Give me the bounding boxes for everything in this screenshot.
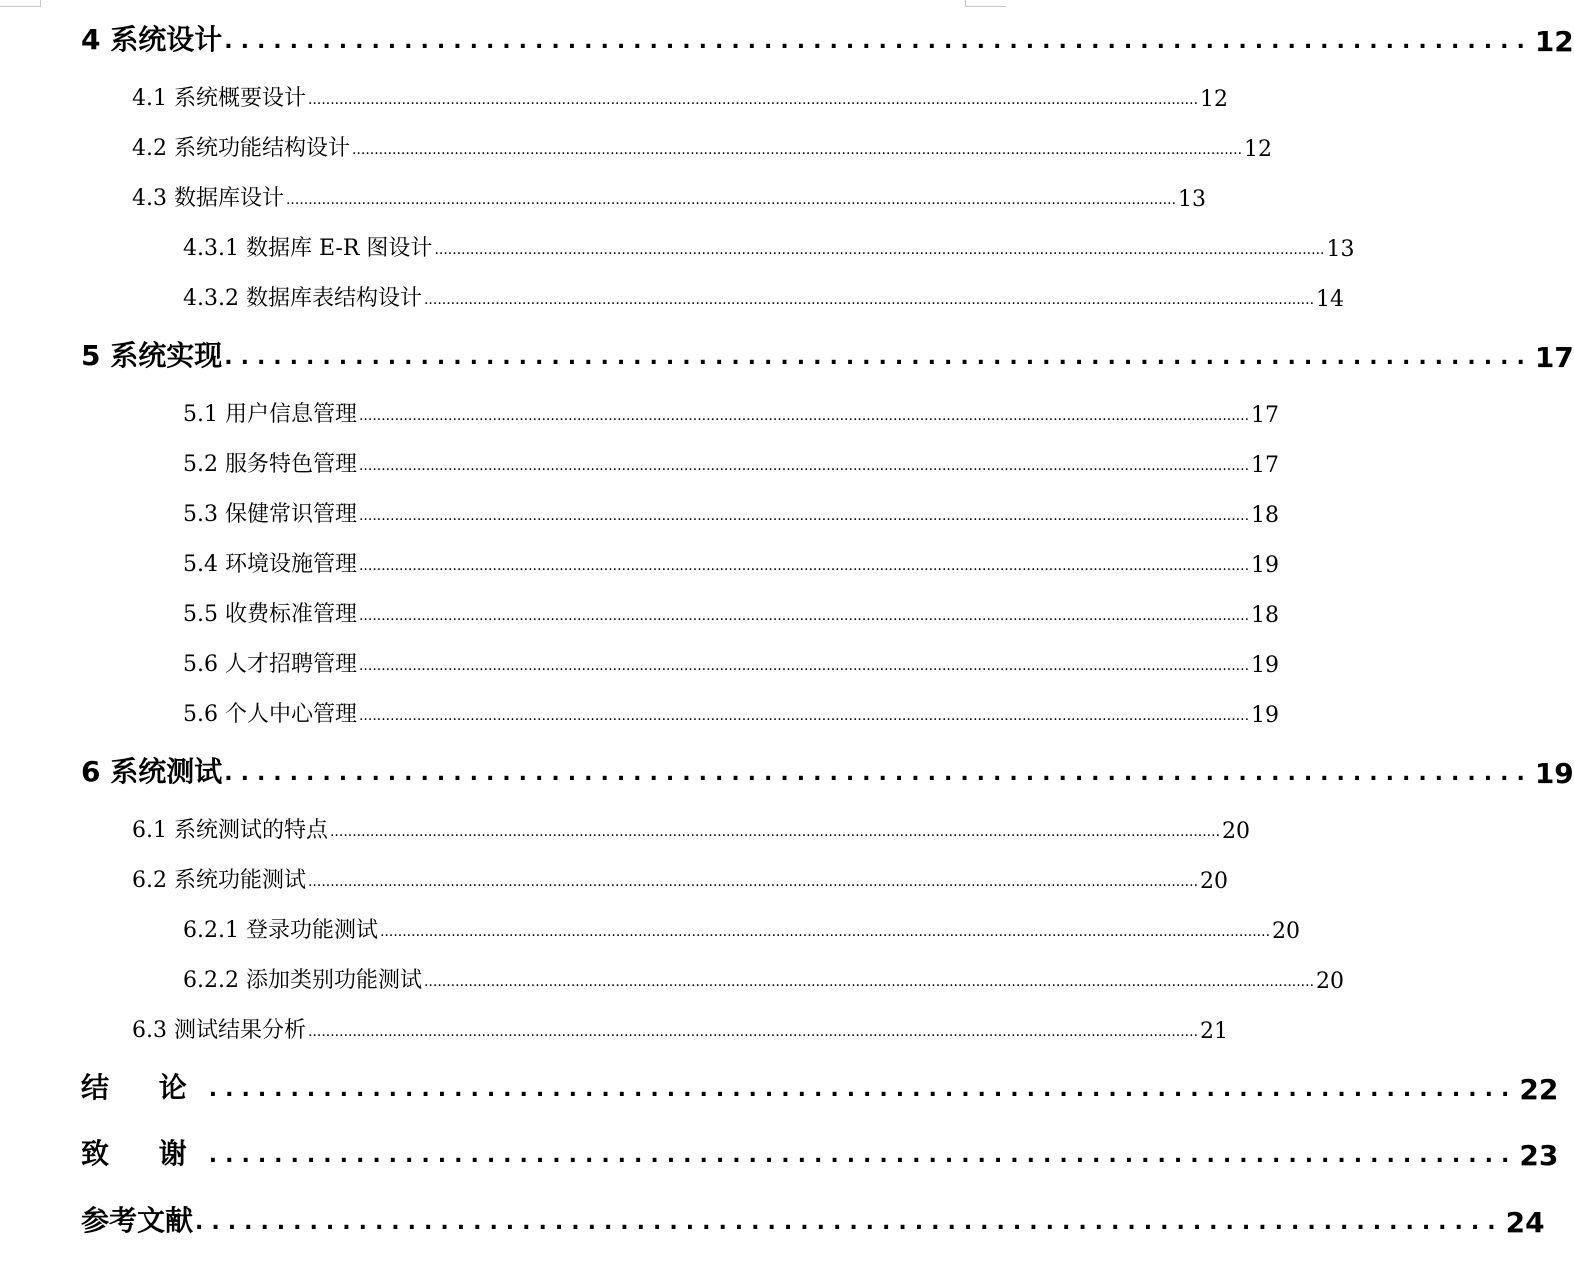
toc-entry-page-number: 13	[1326, 237, 1355, 262]
toc-entry-page-number: 23	[1519, 1139, 1559, 1172]
toc-entry[interactable]	[183, 600, 1280, 628]
toc-entry-label: 5.2 服务特色管理	[183, 452, 357, 477]
page-corner-mark-left	[0, 0, 41, 7]
toc-entry[interactable]	[132, 1016, 1229, 1044]
toc-entry-label: 4.3.2 数据库表结构设计	[183, 286, 422, 311]
toc-entry-label: 4.2 系统功能结构设计	[132, 136, 350, 161]
toc-entry-page-number: 19	[1251, 653, 1280, 678]
toc-dot-leader: ........................................................................................................................................................................................................	[358, 608, 1250, 624]
toc-entry[interactable]	[81, 338, 1574, 374]
toc-dot-leader: ........................................................................................................................................................................................................	[358, 708, 1250, 724]
toc-entry-label: 4.3 数据库设计	[132, 186, 284, 211]
toc-entry-label: 参考文献	[81, 1204, 194, 1237]
toc-entry-page-number: 14	[1316, 287, 1345, 312]
toc-dot-leader: ........................................................................................................................................................................................................	[307, 874, 1199, 890]
toc-entry-label: 6.2.2 添加类别功能测试	[183, 968, 422, 993]
toc-dot-leader: ........................................................................................................................................................................................................	[351, 142, 1243, 158]
toc-entry[interactable]	[81, 22, 1574, 58]
toc-entry-label: 6 系统测试	[81, 755, 223, 788]
toc-entry[interactable]	[183, 916, 1301, 944]
toc-dot-leader: ................................................................................	[208, 1077, 1518, 1102]
toc-dot-leader: ........................................................................................................................................................................................................	[358, 658, 1250, 674]
toc-entry-page-number: 20	[1316, 969, 1345, 994]
page-corner-mark-right	[965, 0, 1006, 7]
toc-entry[interactable]	[183, 450, 1280, 478]
toc-dot-leader: ........................................................................................................................................................................................................	[434, 242, 1325, 258]
toc-entry-label: 4 系统设计	[81, 23, 223, 56]
toc-entry[interactable]	[183, 550, 1280, 578]
toc-entry-page-number: 24	[1505, 1206, 1545, 1239]
toc-entry[interactable]	[132, 816, 1251, 844]
toc-entry[interactable]	[183, 284, 1345, 312]
toc-entry[interactable]	[183, 500, 1280, 528]
toc-entry[interactable]	[81, 1203, 1545, 1239]
toc-entry-label: 5 系统实现	[81, 339, 223, 372]
toc-entry-label: 致 谢	[81, 1137, 207, 1170]
toc-entry-page-number: 17	[1251, 453, 1280, 478]
toc-dot-leader: ................................................................................	[195, 1210, 1504, 1235]
toc-dot-leader: ........................................................................................................................................................................................................	[423, 974, 1315, 990]
toc-entry-label: 5.6 人才招聘管理	[183, 652, 357, 677]
toc-entry[interactable]	[81, 754, 1574, 790]
toc-entry-label: 结 论	[81, 1071, 207, 1104]
toc-entry-page-number: 20	[1272, 919, 1301, 944]
toc-entry[interactable]	[132, 184, 1207, 212]
toc-dot-leader: ........................................................................................................................................................................................................	[285, 192, 1177, 208]
toc-entry[interactable]	[132, 134, 1273, 162]
toc-entry[interactable]	[81, 1070, 1559, 1106]
toc-entry[interactable]	[132, 866, 1229, 894]
toc-entry-page-number: 18	[1251, 503, 1280, 528]
toc-entry-label: 6.3 测试结果分析	[132, 1018, 306, 1043]
toc-entry-label: 6.2 系统功能测试	[132, 868, 306, 893]
toc-entry-label: 6.1 系统测试的特点	[132, 818, 328, 843]
toc-entry-label: 5.1 用户信息管理	[183, 402, 357, 427]
toc-entry-page-number: 12	[1534, 25, 1574, 58]
toc-entry-page-number: 19	[1251, 703, 1280, 728]
toc-entry-label: 5.3 保健常识管理	[183, 502, 357, 527]
toc-dot-leader: ........................................................................................................................................................................................................	[358, 458, 1250, 474]
toc-entry-page-number: 17	[1251, 403, 1280, 428]
toc-entry[interactable]	[183, 234, 1355, 262]
toc-entry-page-number: 13	[1178, 187, 1207, 212]
toc-entry[interactable]	[183, 700, 1280, 728]
toc-entry-label: 4.3.1 数据库 E-R 图设计	[183, 236, 433, 261]
toc-dot-leader: ................................................................................	[224, 29, 1533, 54]
toc-entry-label: 4.1 系统概要设计	[132, 86, 306, 111]
toc-entry-page-number: 18	[1251, 603, 1280, 628]
toc-entry-page-number: 19	[1251, 553, 1280, 578]
toc-entry[interactable]	[183, 966, 1345, 994]
toc-entry[interactable]	[183, 650, 1280, 678]
toc-entry-page-number: 17	[1534, 341, 1574, 374]
toc-dot-leader: ........................................................................................................................................................................................................	[307, 1024, 1199, 1040]
toc-entry-page-number: 12	[1244, 137, 1273, 162]
toc-dot-leader: ........................................................................................................................................................................................................	[423, 292, 1315, 308]
toc-entry[interactable]	[183, 400, 1280, 428]
toc-dot-leader: ................................................................................	[224, 345, 1533, 370]
toc-entry-page-number: 19	[1534, 757, 1574, 790]
toc-dot-leader: ................................................................................	[224, 761, 1533, 786]
toc-entry-label: 5.6 个人中心管理	[183, 702, 357, 727]
toc-dot-leader: ........................................................................................................................................................................................................	[358, 508, 1250, 524]
toc-dot-leader: ........................................................................................................................................................................................................	[358, 558, 1250, 574]
toc-dot-leader: ................................................................................	[208, 1143, 1518, 1168]
toc-dot-leader: ........................................................................................................................................................................................................	[329, 824, 1221, 840]
toc-dot-leader: ........................................................................................................................................................................................................	[307, 92, 1199, 108]
toc-dot-leader: ........................................................................................................................................................................................................	[379, 924, 1271, 940]
toc-entry-page-number: 22	[1519, 1073, 1559, 1106]
toc-entry-page-number: 12	[1200, 87, 1229, 112]
toc-entry-page-number: 21	[1200, 1019, 1229, 1044]
toc-entry-label: 5.5 收费标准管理	[183, 602, 357, 627]
toc-entry[interactable]	[132, 84, 1229, 112]
toc-dot-leader: ........................................................................................................................................................................................................	[358, 408, 1250, 424]
toc-entry-label: 6.2.1 登录功能测试	[183, 918, 378, 943]
toc-entry-page-number: 20	[1222, 819, 1251, 844]
toc-entry-page-number: 20	[1200, 869, 1229, 894]
toc-entry-label: 5.4 环境设施管理	[183, 552, 357, 577]
toc-entry[interactable]	[81, 1136, 1559, 1172]
